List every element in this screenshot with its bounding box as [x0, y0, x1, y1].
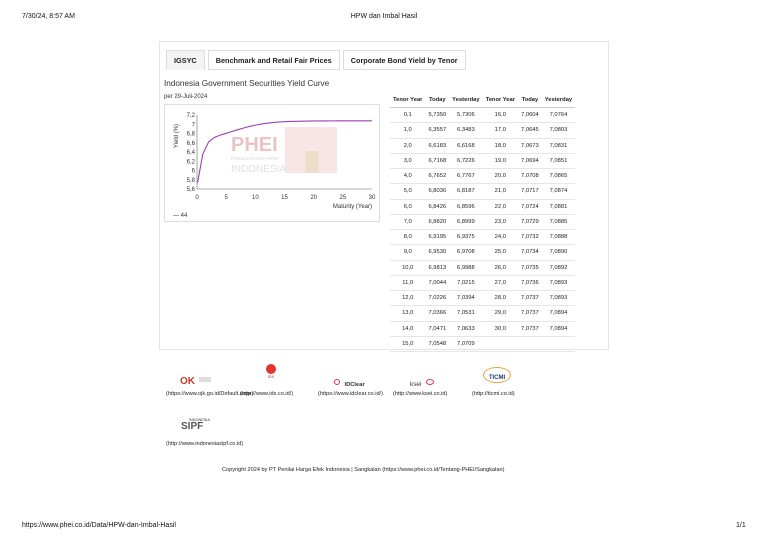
table-header-cell: Tenor Year: [483, 93, 518, 108]
table-cell: 7,0885: [542, 214, 575, 229]
table-cell: [518, 336, 542, 351]
table-cell: 6,9708: [449, 245, 482, 260]
ojk-link[interactable]: (https://www.ojk.go.id/Default.aspx): [166, 391, 254, 397]
table-cell: 6,7767: [449, 169, 482, 184]
idx-mark: IDX: [267, 374, 275, 379]
ticmi-link[interactable]: (http://ticmi.co.id): [472, 391, 515, 397]
table-row: [390, 214, 575, 229]
table-header-cell: Today: [425, 93, 449, 108]
table-cell: 7,0736: [518, 275, 542, 290]
y-tick-label: 6,4: [186, 150, 195, 156]
table-cell: 7,0548: [425, 336, 449, 351]
table-cell: 7,0894: [542, 321, 575, 336]
chart-title: Indonesia Government Securities Yield Curve: [164, 79, 330, 88]
table-cell: 6,8596: [449, 199, 482, 214]
table-cell: 7,0724: [518, 199, 542, 214]
table-row: [390, 260, 575, 275]
table-cell: 7,0717: [518, 184, 542, 199]
sipf-link[interactable]: (http://www.indonesiasipf.co.id): [166, 441, 244, 447]
table-cell: 6,3483: [449, 123, 482, 138]
table-row: [390, 123, 575, 138]
tab-bar: [166, 50, 469, 70]
table-header-cell: Yesterday: [449, 93, 482, 108]
table-cell: 7,0803: [542, 123, 575, 138]
table-cell: 7,0831: [542, 138, 575, 153]
table-row: [390, 153, 575, 168]
print-url: https://www.phei.co.id/Data/HPW-dan-Imbal-Hasil: [22, 522, 176, 529]
print-datetime: 7/30/24, 8:57 AM: [22, 13, 75, 20]
idclear-logo[interactable]: [334, 373, 365, 391]
table-cell: 7,0729: [518, 214, 542, 229]
idx-link[interactable]: (http://www.idx.co.id/): [240, 391, 294, 397]
table-cell: 7,0888: [542, 230, 575, 245]
ojk-mark: OK: [180, 376, 195, 387]
table-cell: 6,6168: [449, 138, 482, 153]
table-cell: 7,0673: [518, 138, 542, 153]
y-tick-label: 7: [191, 122, 195, 129]
table-cell: 7,0881: [542, 199, 575, 214]
table-cell: 22,0: [483, 199, 518, 214]
table-cell: 7,0471: [425, 321, 449, 336]
table-cell: 17,0: [483, 123, 518, 138]
table-cell: 2,0: [390, 138, 425, 153]
print-page-number: 1/1: [736, 522, 746, 529]
table-row: [390, 169, 575, 184]
table-cell: 6,8036: [425, 184, 449, 199]
table-cell: 6,7168: [425, 153, 449, 168]
table-cell: 4,0: [390, 169, 425, 184]
table-cell: 3,0: [390, 153, 425, 168]
table-cell: 7,0737: [518, 321, 542, 336]
x-tick-label: 20: [310, 195, 318, 201]
yield-table: [390, 93, 575, 352]
table-cell: 6,8426: [425, 199, 449, 214]
table-cell: 7,0732: [518, 230, 542, 245]
table-cell: 8,0: [390, 230, 425, 245]
yield-table-wrapper: [390, 93, 575, 352]
y-tick-label: 6,2: [186, 159, 195, 166]
table-row: [390, 275, 575, 290]
table-cell: [542, 336, 575, 351]
ojk-logo[interactable]: [180, 371, 212, 385]
ojk-tagline-graphic: [199, 377, 211, 382]
table-cell: 7,0633: [449, 321, 482, 336]
table-cell: 26,0: [483, 260, 518, 275]
table-cell: 7,0764: [542, 108, 575, 123]
table-cell: 11,0: [390, 275, 425, 290]
table-cell: 7,0366: [425, 306, 449, 321]
table-cell: 28,0: [483, 291, 518, 306]
table-cell: 7,0892: [542, 260, 575, 275]
table-row: [390, 108, 575, 123]
table-cell: 7,0865: [542, 169, 575, 184]
idclear-link[interactable]: (https://www.idclear.co.id/): [318, 391, 383, 397]
table-cell: 13,0: [390, 306, 425, 321]
x-tick-label: 0: [195, 195, 199, 201]
x-tick-labels: [195, 195, 376, 201]
y-tick-label: 6: [191, 168, 195, 175]
table-cell: 7,0645: [518, 123, 542, 138]
table-cell: 1,0: [390, 123, 425, 138]
watermark-line2: INDONESIA: [231, 164, 287, 175]
table-cell: 6,6183: [425, 138, 449, 153]
table-row: [390, 306, 575, 321]
watermark-bar: [305, 151, 319, 173]
table-cell: 5,7306: [449, 108, 482, 123]
y-axis-label: Yield (%): [174, 123, 180, 149]
y-tick-label: 5,8: [186, 177, 195, 184]
tab-benchmark-retail-fair-prices[interactable]: Benchmark and Retail Fair Prices: [208, 50, 340, 70]
table-cell: 23,0: [483, 214, 518, 229]
watermark-main: PHEI: [231, 134, 278, 156]
phei-watermark: [231, 127, 337, 175]
table-cell: 6,9988: [449, 260, 482, 275]
chart-legend[interactable]: — 44: [173, 213, 188, 219]
table-cell: 6,8187: [449, 184, 482, 199]
x-tick-label: 5: [224, 195, 228, 201]
table-cell: 14,0: [390, 321, 425, 336]
table-cell: 7,0694: [518, 153, 542, 168]
table-cell: 7,0: [390, 214, 425, 229]
table-cell: 7,0531: [449, 306, 482, 321]
tab-igsyc[interactable]: IGSYC: [166, 50, 205, 70]
table-cell: 7,0604: [518, 108, 542, 123]
table-cell: 21,0: [483, 184, 518, 199]
table-cell: 7,0394: [449, 291, 482, 306]
yield-curve-chart: [164, 104, 380, 222]
ksei-swirl-icon: [426, 379, 434, 385]
ksei-mark: ksei: [410, 381, 422, 388]
x-tick-label: 30: [368, 195, 376, 201]
table-cell: 7,0874: [542, 184, 575, 199]
table-cell: 6,3557: [425, 123, 449, 138]
table-cell: 7,0737: [518, 306, 542, 321]
table-cell: 10,0: [390, 260, 425, 275]
idx-emblem-icon: [266, 364, 276, 374]
table-cell: 7,0044: [425, 275, 449, 290]
table-cell: 7,0735: [518, 260, 542, 275]
tab-corporate-bond-yield-by-tenor[interactable]: Corporate Bond Yield by Tenor: [343, 50, 466, 70]
y-tick-label: 6,6: [186, 140, 195, 147]
table-cell: 24,0: [483, 230, 518, 245]
print-page-title: HPW dan Imbal Hasil: [350, 13, 418, 20]
table-row: [390, 336, 575, 351]
table-row: [390, 230, 575, 245]
ksei-logo[interactable]: [410, 373, 434, 391]
table-cell: [483, 336, 518, 351]
sipf-mark: SIPF: [181, 421, 204, 432]
table-cell: 7,0890: [542, 245, 575, 260]
copyright-text[interactable]: Copyright 2024 by PT Penilai Harga Efek Indonesia | Sangkalan (https://www.phei.co.id/Tentang-PHEI/Sangkalan): [222, 467, 505, 473]
y-tick-label: 6,8: [186, 131, 195, 138]
table-cell: 7,0893: [542, 291, 575, 306]
table-cell: 7,0851: [542, 153, 575, 168]
x-tick-label: 25: [339, 195, 347, 201]
table-cell: 6,7652: [425, 169, 449, 184]
table-cell: 7,0734: [518, 245, 542, 260]
table-cell: 20,0: [483, 169, 518, 184]
table-header-cell: Today: [518, 93, 542, 108]
ticmi-mark: TICMI: [488, 375, 506, 381]
y-tick-labels: [187, 113, 196, 193]
yield-curve-svg: [165, 105, 379, 221]
x-tick-label: 10: [251, 195, 259, 201]
table-cell: 6,9375: [449, 230, 482, 245]
table-cell: 6,0: [390, 199, 425, 214]
table-header-row: [390, 93, 575, 108]
table-header-cell: Yesterday: [542, 93, 575, 108]
table-cell: 7,0709: [449, 336, 482, 351]
table-cell: 18,0: [483, 138, 518, 153]
idclear-ring-icon: [334, 379, 340, 385]
sipf-mark-top: INDONESIA: [189, 418, 210, 422]
table-row: [390, 321, 575, 336]
table-cell: 25,0: [483, 245, 518, 260]
table-cell: 29,0: [483, 306, 518, 321]
x-tick-label: 15: [281, 195, 288, 201]
table-cell: 7,0708: [518, 169, 542, 184]
table-row: [390, 199, 575, 214]
table-cell: 5,7350: [425, 108, 449, 123]
table-cell: 16,0: [483, 108, 518, 123]
table-cell: 15,0: [390, 336, 425, 351]
y-tick-label: 7,2: [186, 113, 195, 119]
table-cell: 0,1: [390, 108, 425, 123]
y-tick-label: 5,6: [186, 187, 195, 193]
table-cell: 6,8999: [449, 214, 482, 229]
idclear-mark: IDClear: [344, 382, 365, 388]
table-header-cell: Tenor Year: [390, 93, 425, 108]
table-cell: 6,9195: [425, 230, 449, 245]
table-row: [390, 291, 575, 306]
x-axis-label: Maturity (Year): [332, 204, 372, 210]
table-cell: 9,0: [390, 245, 425, 260]
ticmi-logo[interactable]: [483, 367, 511, 383]
table-cell: 30,0: [483, 321, 518, 336]
idx-logo[interactable]: [261, 364, 281, 388]
table-row: [390, 138, 575, 153]
table-cell: 6,7226: [449, 153, 482, 168]
table-cell: 7,0737: [518, 291, 542, 306]
table-cell: 6,9530: [425, 245, 449, 260]
table-cell: 19,0: [483, 153, 518, 168]
table-cell: 5,0: [390, 184, 425, 199]
table-cell: 7,0226: [425, 291, 449, 306]
chart-subtitle: per 29-Juli-2024: [164, 94, 208, 100]
table-cell: 7,0215: [449, 275, 482, 290]
table-cell: 27,0: [483, 275, 518, 290]
sipf-logo[interactable]: [181, 418, 210, 431]
table-row: [390, 184, 575, 199]
table-cell: 12,0: [390, 291, 425, 306]
table-cell: 6,9813: [425, 260, 449, 275]
watermark-line1: PENILAI HARGA EFEK: [231, 156, 280, 161]
table-cell: 7,0893: [542, 275, 575, 290]
table-cell: 6,8820: [425, 214, 449, 229]
ksei-link[interactable]: (http://www.ksei.co.id): [393, 391, 448, 397]
table-row: [390, 245, 575, 260]
table-cell: 7,0894: [542, 306, 575, 321]
